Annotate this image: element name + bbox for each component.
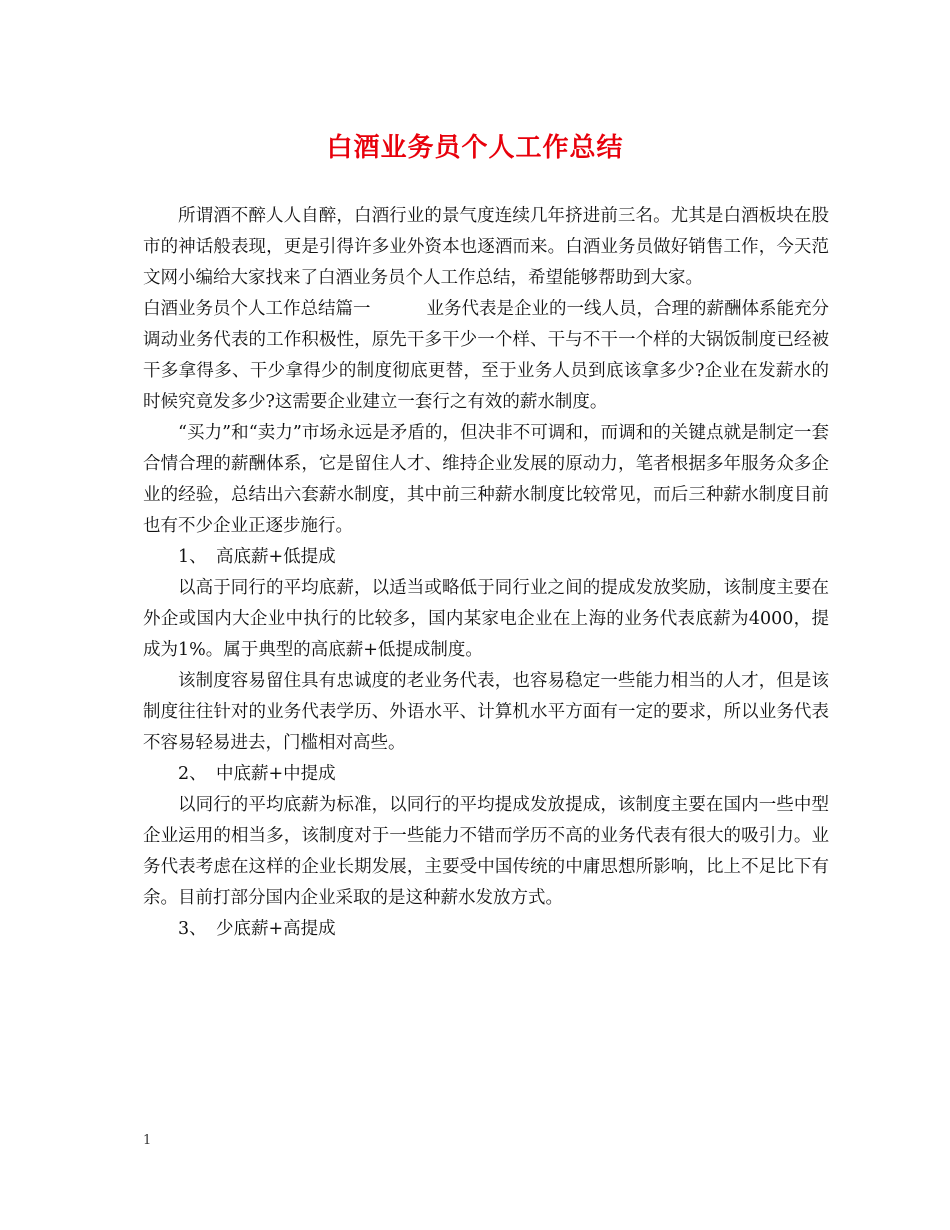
list-item-3-label: 少底薪+高提成 — [216, 919, 336, 939]
intro-paragraph: 所谓酒不醉人人自醉，白酒行业的景气度连续几年挤进前三名。尤其是白酒板块在股市的神话般表现，更是引得许多业外资本也逐酒而来。白酒业务员做好销售工作，今天范文网小编给大家找来了白酒业务员个人工作总结，希望能够帮助到大家。 — [143, 206, 829, 288]
list-item-1-number: 1、 — [178, 547, 207, 567]
item2-paragraph-1: 以同行的平均底薪为标准，以同行的平均提成发放提成，该制度主要在国内一些中型企业运用的相当多，该制度对于一些能力不错而学历不高的业务代表有很大的吸引力。业务代表考虑在这样的企业长期发展，主要受中国传统的中庸思想所影响，比上不足比下有余。目前打部分国内企业采取的是这种薪水发放方式。 — [143, 795, 829, 908]
item1-paragraph-2: 该制度容易留住具有忠诚度的老业务代表，也容易稳定一些能力相当的人才，但是该制度往往针对的业务代表学历、外语水平、计算机水平方面有一定的要求，所以业务代表不容易轻易进去，门槛相对高些。 — [143, 671, 829, 753]
list-item-1 — [143, 542, 829, 573]
item1-paragraph-1: 以高于同行的平均底薪，以适当或略低于同行业之间的提成发放奖励，该制度主要在外企或国内大企业中执行的比较多，国内某家电企业在上海的业务代表底薪为4000，提成为1%。属于典型的高底薪+低提成制度。 — [143, 578, 829, 660]
list-item-3 — [143, 914, 829, 945]
document-body — [143, 201, 829, 945]
market-paragraph: “买力”和“卖力”市场永远是矛盾的，但决非不可调和，而调和的关键点就是制定一套合情合理的薪酬体系，它是留住人才、维持企业发展的原动力，笔者根据多年服务众多企业的经验，总结出六套薪水制度，其中前三种薪水制度比较常见，而后三种薪水制度目前也有不少企业正逐步施行。 — [143, 423, 829, 536]
page-number: 1 — [143, 1133, 152, 1148]
document-title: 白酒业务员个人工作总结 — [326, 133, 624, 163]
list-item-1-label: 高底薪+低提成 — [216, 547, 336, 567]
list-item-2 — [143, 759, 829, 790]
section-first-text: 业务代表是企业的一线人员，合理的薪酬体系能充分调动业务代表的工作积极性，原先干多干少一个样、干与不干一个样的大锅饭制度已经被干多拿得多、干少拿得少的制度彻底更替，至于业务人员到底该拿多少?企业在发薪水的时候究竟发多少?这需要企业建立一套行之有效的薪水制度。 — [143, 299, 829, 412]
section-heading: 白酒业务员个人工作总结篇一 — [143, 299, 371, 319]
section-paragraph — [143, 294, 829, 418]
list-item-2-label: 中底薪+中提成 — [216, 764, 336, 784]
list-item-3-number: 3、 — [178, 919, 207, 939]
list-item-2-number: 2、 — [178, 764, 207, 784]
